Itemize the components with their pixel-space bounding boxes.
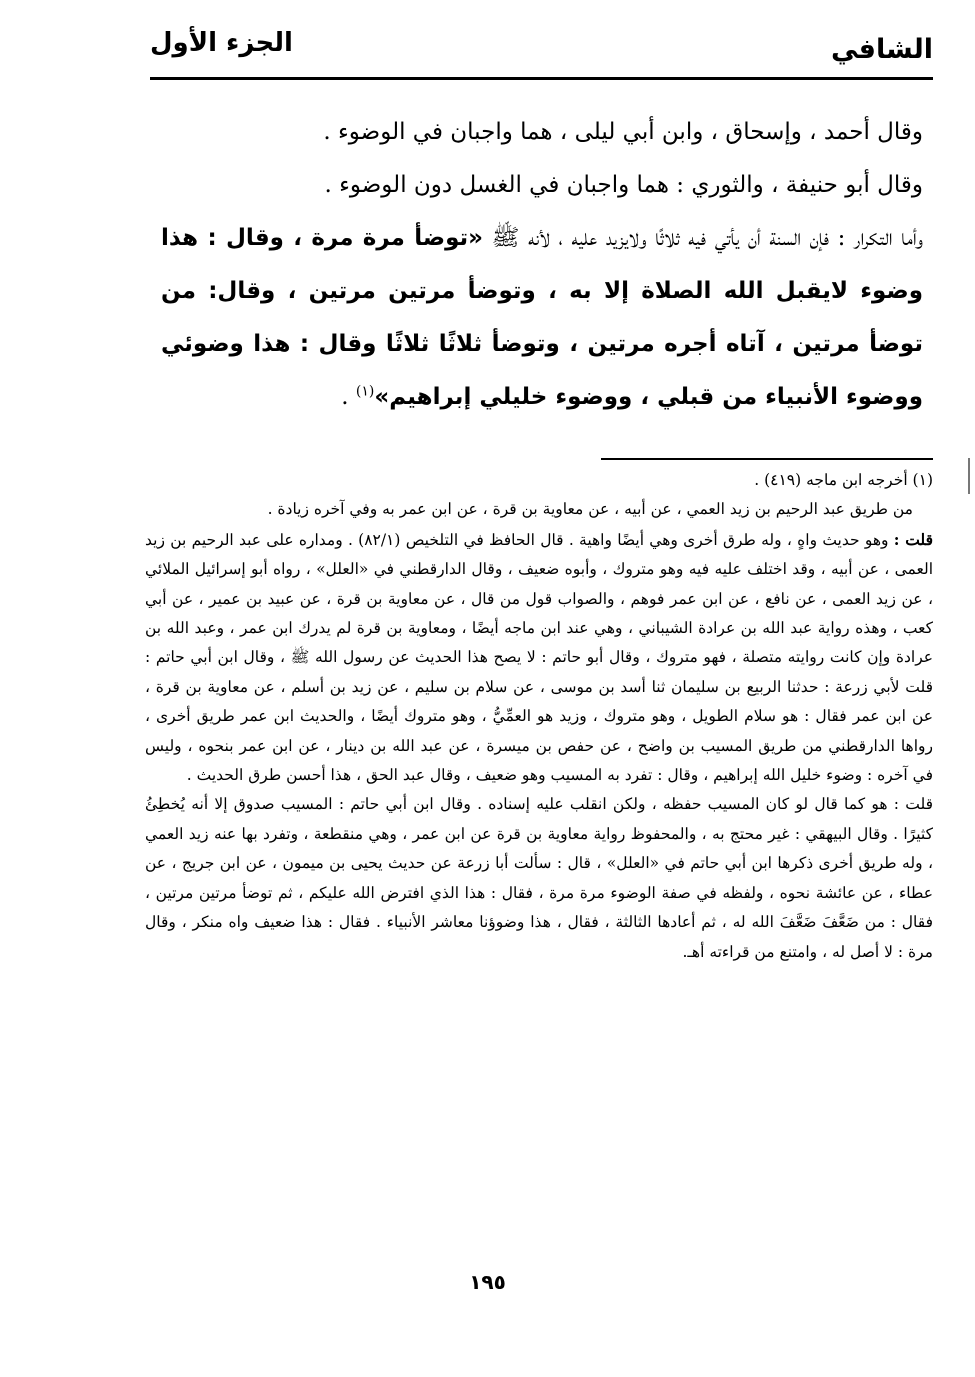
footnote-1-head: (١) أخرجه ابن ماجه (٤١٩) . [754,471,933,489]
footnote-1-chain: من طريق عبد الرحيم بن زيد العمي ، عن أبيه ، عن معاوية بن قرة ، عن ابن عمر به وفي آخره زيادة . [267,500,913,519]
hadith-quote: «توضأ مرة مرة ، وقال : هذا وضوء لايقبل الله الصلاة إلا به ، وتوضأ مرتين مرتين ، وقال: من توضأ مرتين ، آتاه أجره مرتين ، وتوضأ ثلاثًا ثلاثًا وقال : هذا وضوئي ووضوء الأنبياء من قبلي ، ووضوء خليلي إبراهيم» [161,225,923,410]
paragraph-repetition [161,212,923,424]
paragraph-abu-hanifa: وقال أبو حنيفة ، والثوري : هما واجبان في الغسل دون الوضوء . [324,172,923,198]
footnote-divider [601,458,933,460]
running-header [150,28,933,72]
header-divider [150,77,933,80]
footnote-1-comment-2: قلت : هو كما قال لو كان المسيب حفظه ، ولكن انقلب عليه إسناده . وقال ابن أبي حاتم : المسيب صدوق إلا أنه يُخطِئُ كثيرًا . وقال البيهقي : غير محتج به ، والمحفوظ رواية معاوية بن قرة عن ابن عمر ، وهي منقطعة ، وتفرد بها عنه زيد العمي ، وله طريق أخرى ذكرها ابن أبي حاتم في «العلل» ، قال : سألت أبا زرعة عن حديث يحيى بن ميمون ، عن ابن جريج ، عن عطاء ، عن عائشة نحوه ، ولفظه في صفة الوضوء مرة مرة ، فقال : هذا الذي افترض الله عليكم ، ثم توضأ مرتين مرتين ، فقال : من ضَعَّفَ ضَعَّفَ الله له ، ثم أعادها الثالثة ، فقال ، هذا وضوؤنا معاشر الأنبياء . فقال : هذا ضعيف واه منكر ، وقال مرة : لا أصل له ، وامتنع من قراءته أهـ. [145,795,933,961]
footnote-1-comment [145,525,933,791]
book-title: الشافي [830,34,933,65]
main-text [161,106,923,424]
paragraph-ahmad: وقال أحمد ، وإسحاق ، وابن أبي ليلى ، هما واجبان في الوضوء . [323,119,923,145]
footnote-ref: (١) [355,383,375,400]
margin-mark [968,458,970,494]
qult-text: وهو حديث واهٍ ، وله طرق أخرى وهي أيضًا واهية . قال الحافظ في التلخيص (٨٢/١) . ومداره على عبد الرحيم بن زيد العمى ، عن أبيه ، وقد اختلف عليه فيه وهو متروك ، وأبوه ضعيف ، وقال الدارقطني في «العلل» ، رواه أبو إسرائيل الملائي ، عن زيد العمى ، عن نافع ، عن ابن عمر فوهم ، والصواب قول من قال ، عن معاوية بن قرة ، عن عبيد بن عمير ، عن أبي كعب ، وهذه رواية عبد الله بن عرادة الشيباني ، وهي عند ابن ماجه أيضًا ، ومعاوية بن قرة لم يدرك ابن عمر ، وعبد الله بن عرادة وإن كانت روايته متصلة ، فهو متروك ، وقال أبو حاتم : لا يصح هذا الحديث عن رسول الله ﷺ ، وقال ابن أبي حاتم : قلت لأبي زرعة : حدثنا الربيع بن سليمان ثنا أسد بن موسى ، عن سلام بن سليم ، عن زيد بن أسلم ، عن معاوية بن قرة ، عن ابن عمر فقال : هو سلام الطويل ، وهو متروك ، وزيد هو العمِّيُّ ، وهو متروك أيضًا ، والحديث ابن عمر طريق أخرى ، رواها الدارقطني من طريق المسيب بن واضح ، عن حفص بن ميسرة ، عن عبد الله بن دينار ، عن ابن عمر بنحوه ، وليس في آخره : وضوء خليل الله إبراهيم ، وقال : تفرد به المسيب وهو ضعيف ، وقال عبد الحق ، هذا أحسن طرق الحديث . [145,530,933,785]
repetition-end: . [341,384,356,410]
page-number: ١٩٥ [469,1270,506,1294]
repetition-intro: وأما التكرار : فإن السنة أن يأتي فيه ثلاثًا ولايزيد عليه ، لأنه ﷺ [491,225,924,251]
footnotes [145,466,933,967]
qult-label: قلت : [893,529,933,549]
volume-title: الجزء الأول [150,28,293,58]
